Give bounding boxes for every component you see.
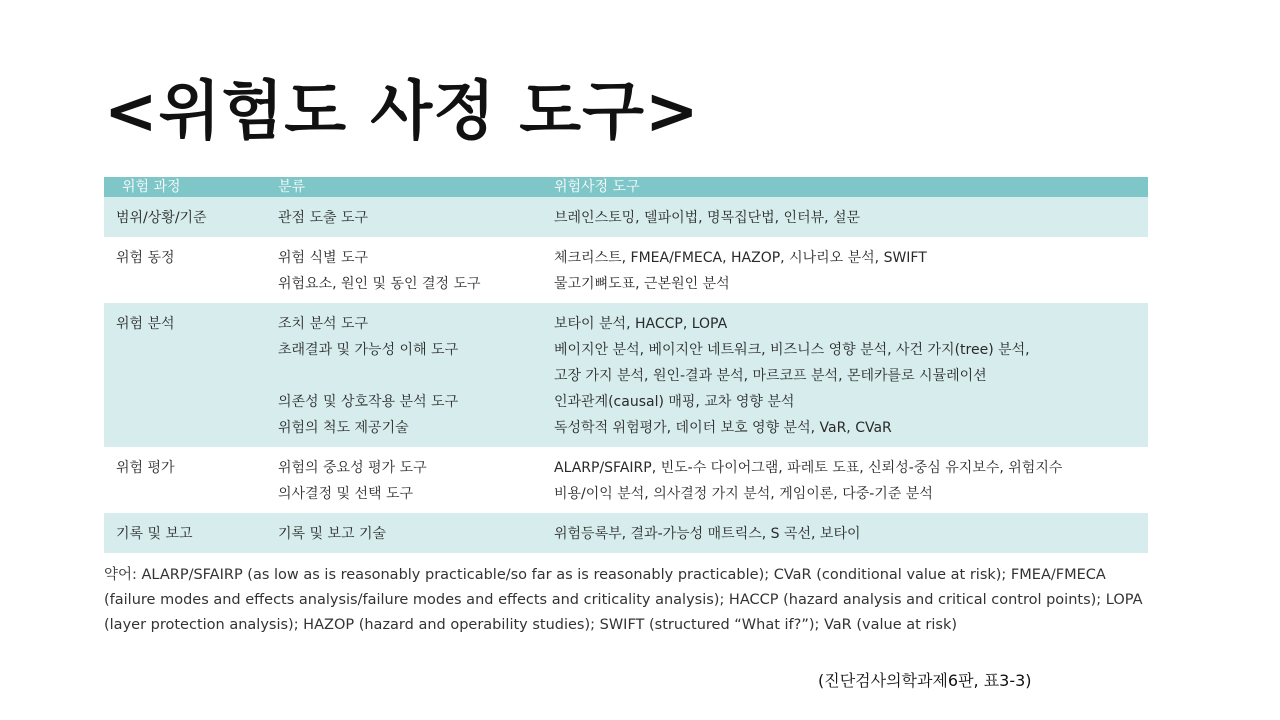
category-item: 위험 식별 도구 (278, 250, 369, 266)
tool-item: 베이지안 분석, 베이지안 네트워크, 비즈니스 영향 분석, 사건 가지(tree) 분석, (554, 342, 1030, 358)
header-category: 분류 (264, 177, 536, 197)
category-item: 관점 도출 도구 (278, 210, 369, 226)
row-process: 위험 분석 (104, 303, 264, 447)
table-row (104, 197, 1148, 237)
category-item: 위험요소, 원인 및 동인 결정 도구 (278, 276, 481, 292)
table-figure (104, 177, 1148, 638)
risk-assessment-table (104, 177, 1148, 553)
tool-item: 인과관계(causal) 매핑, 교차 영향 분석 (554, 394, 795, 410)
row-tools (536, 303, 1148, 447)
header-tools: 위험사정 도구 (536, 177, 1148, 197)
abbreviation-footnote: 약어: ALARP/SFAIRP (as low as is reasonably practicable/so far as is reasonably practicable); CVaR (conditional value at risk); FMEA/FMECA (failure modes and effects analysis/failure modes and effects and criticality analysis); HACCP (hazard analysis and critical control points); LOPA (layer protection analysis); HAZOP (hazard and operability studies); SWIFT (structured “What if?”); VaR (value at risk) (104, 567, 1143, 633)
category-item (278, 363, 536, 389)
row-tools (536, 197, 1148, 237)
tool-item: 비용/이익 분석, 의사결정 가지 분석, 게임이론, 다중-기준 분석 (554, 486, 933, 502)
category-item: 의존성 및 상호작용 분석 도구 (278, 394, 459, 410)
row-process: 기록 및 보고 (104, 513, 264, 553)
tool-item: 브레인스토밍, 델파이법, 명목집단법, 인터뷰, 설문 (554, 210, 861, 226)
tool-item: 보타이 분석, HACCP, LOPA (554, 316, 728, 332)
row-categories (264, 513, 536, 553)
row-categories (264, 237, 536, 303)
header-process: 위험 과정 (104, 177, 264, 197)
tool-item: 독성학적 위험평가, 데이터 보호 영향 분석, VaR, CVaR (554, 420, 892, 436)
tool-item: ALARP/SFAIRP, 빈도-수 다이어그램, 파레토 도표, 신뢰성-중심 유지보수, 위험지수 (554, 460, 1063, 476)
table-row (104, 303, 1148, 447)
category-item: 위험의 중요성 평가 도구 (278, 460, 427, 476)
category-item: 기록 및 보고 기술 (278, 526, 387, 542)
row-categories (264, 447, 536, 513)
tool-item: 고장 가지 분석, 원인-결과 분석, 마르코프 분석, 몬테카를로 시뮬레이션 (554, 368, 987, 384)
table-header-row (104, 177, 1148, 197)
row-tools (536, 447, 1148, 513)
row-tools (536, 513, 1148, 553)
table-row (104, 447, 1148, 513)
table-row (104, 237, 1148, 303)
tool-item: 물고기뼈도표, 근본원인 분석 (554, 276, 730, 292)
slide-title: <위험도 사정 도구> (104, 75, 700, 149)
row-process: 위험 평가 (104, 447, 264, 513)
row-process: 범위/상황/기준 (104, 197, 264, 237)
row-tools (536, 237, 1148, 303)
category-item: 의사결정 및 선택 도구 (278, 486, 414, 502)
row-process: 위험 동정 (104, 237, 264, 303)
table-row (104, 513, 1148, 553)
row-categories (264, 197, 536, 237)
tool-item: 위험등록부, 결과-가능성 매트릭스, S 곡선, 보타이 (554, 526, 861, 542)
tool-item: 체크리스트, FMEA/FMECA, HAZOP, 시나리오 분석, SWIFT (554, 250, 927, 266)
row-categories (264, 303, 536, 447)
source-citation: (진단검사의학과제6판, 표3-3) (818, 671, 1032, 690)
category-item: 초래결과 및 가능성 이해 도구 (278, 342, 459, 358)
category-item: 조치 분석 도구 (278, 316, 369, 332)
category-item: 위험의 척도 제공기술 (278, 420, 409, 436)
